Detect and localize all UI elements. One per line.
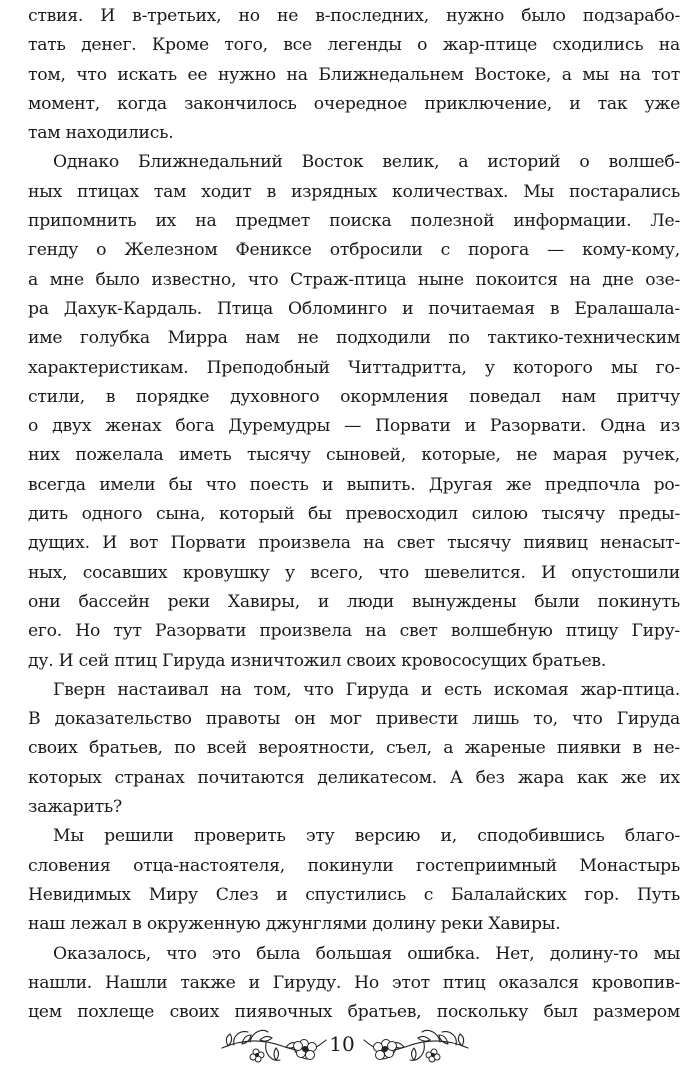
paragraph-5	[28, 940, 680, 1028]
text-line: они бассейн реки Хавиры, и люди вынуждены были покинуть	[28, 591, 680, 612]
paragraph-2	[28, 148, 680, 675]
text-line: име голубка Мирра нам не подходили по тактико-техническим	[28, 328, 680, 349]
text-line: ных птицах там ходит в изрядных количествах. Мы постарались	[28, 181, 680, 202]
text-line: Мы решили проверить эту версию и, сподобившись благо-	[53, 826, 680, 847]
text-line: дить одного сына, который бы превосходил силою тысячу преды-	[28, 504, 680, 525]
text-line: наш лежал в окруженную джунглями долину реки Хавиры.	[28, 914, 561, 935]
text-line: всегда имели бы что поесть и выпить. Другая же предпочла ро-	[28, 474, 680, 495]
text-line: там находились.	[28, 123, 174, 144]
text-line: Невидимых Миру Слез и спустились с Балалайских гор. Путь	[28, 884, 680, 905]
text-line: момент, когда закончилось очередное приключение, и так уже	[28, 93, 680, 114]
text-line: ра Дахук-Кардаль. Птица Обломинго и почитаемая в Ералашала-	[28, 298, 680, 319]
text-line: ду. И сей птиц Гируда изничтожил своих кровососущих братьев.	[28, 650, 607, 671]
paragraph-3	[28, 676, 680, 822]
text-line: них пожелала иметь тысячу сыновей, которые, не марая ручек,	[28, 445, 680, 466]
text-line: В доказательство правоты он мог привести лишь то, что Гируда	[28, 709, 680, 730]
text-line: зажарить?	[28, 797, 122, 818]
text-line: о двух женах бога Дуремудры — Порвати и Разорвати. Одна из	[28, 416, 680, 437]
text-line: Гверн настаивал на том, что Гируда и есть искомая жар-птица.	[53, 679, 680, 700]
text-line: Однако Ближнедальний Восток велик, а историй о волшеб-	[53, 152, 680, 173]
text-line: словения отца-настоятеля, покинули гостеприимный Монастырь	[28, 855, 680, 876]
text-line: припомнить их на предмет поиска полезной информации. Ле-	[28, 211, 680, 232]
floral-ornament-left-icon	[220, 1022, 330, 1068]
paragraph-1	[28, 2, 680, 148]
text-line: цем похлеще своих пиявочных братьев, поскольку был размером	[28, 1002, 680, 1023]
text-line: ных, сосавших кровушку у всего, что шевелится. И опустошили	[28, 562, 680, 583]
text-line: том, что искать ее нужно на Ближнедальнем Востоке, а мы на тот	[28, 64, 680, 85]
text-line: дущих. И вот Порвати произвела на свет тысячу пиявиц ненасыт-	[28, 533, 680, 554]
text-line: ствия. И в-третьих, но не в-последних, нужно было подзарабо-	[28, 6, 680, 26]
paragraph-4	[28, 822, 680, 939]
text-line: стили, в порядке духовного окормления поведал нам притчу	[28, 386, 680, 407]
text-line: его. Но тут Разорвати произвела на свет волшебную птицу Гиру-	[28, 621, 680, 642]
page-footer	[0, 1020, 686, 1070]
text-line: характеристикам. Преподобный Читтадритта, у которого мы го-	[28, 357, 680, 378]
page-text	[28, 2, 680, 1027]
text-line: тать денег. Кроме того, все легенды о жар-птице сходились на	[28, 35, 680, 56]
text-line: Оказалось, что это была большая ошибка. Нет, долину-то мы	[53, 943, 680, 964]
text-line: а мне было известно, что Страж-птица ныне покоится на дне озе-	[28, 269, 680, 290]
text-line: которых странах почитаются деликатесом. А без жара как же их	[28, 767, 680, 788]
text-line: нашли. Нашли также и Гируду. Но этот птиц оказался кровопив-	[28, 972, 680, 993]
floral-ornament-right-icon	[360, 1022, 470, 1068]
text-line: генду о Железном Фениксе отбросили с порога — кому-кому,	[28, 240, 680, 261]
text-line: своих братьев, по всей вероятности, съел, а жареные пиявки в не-	[28, 738, 680, 759]
page-number: 10	[329, 1032, 355, 1056]
